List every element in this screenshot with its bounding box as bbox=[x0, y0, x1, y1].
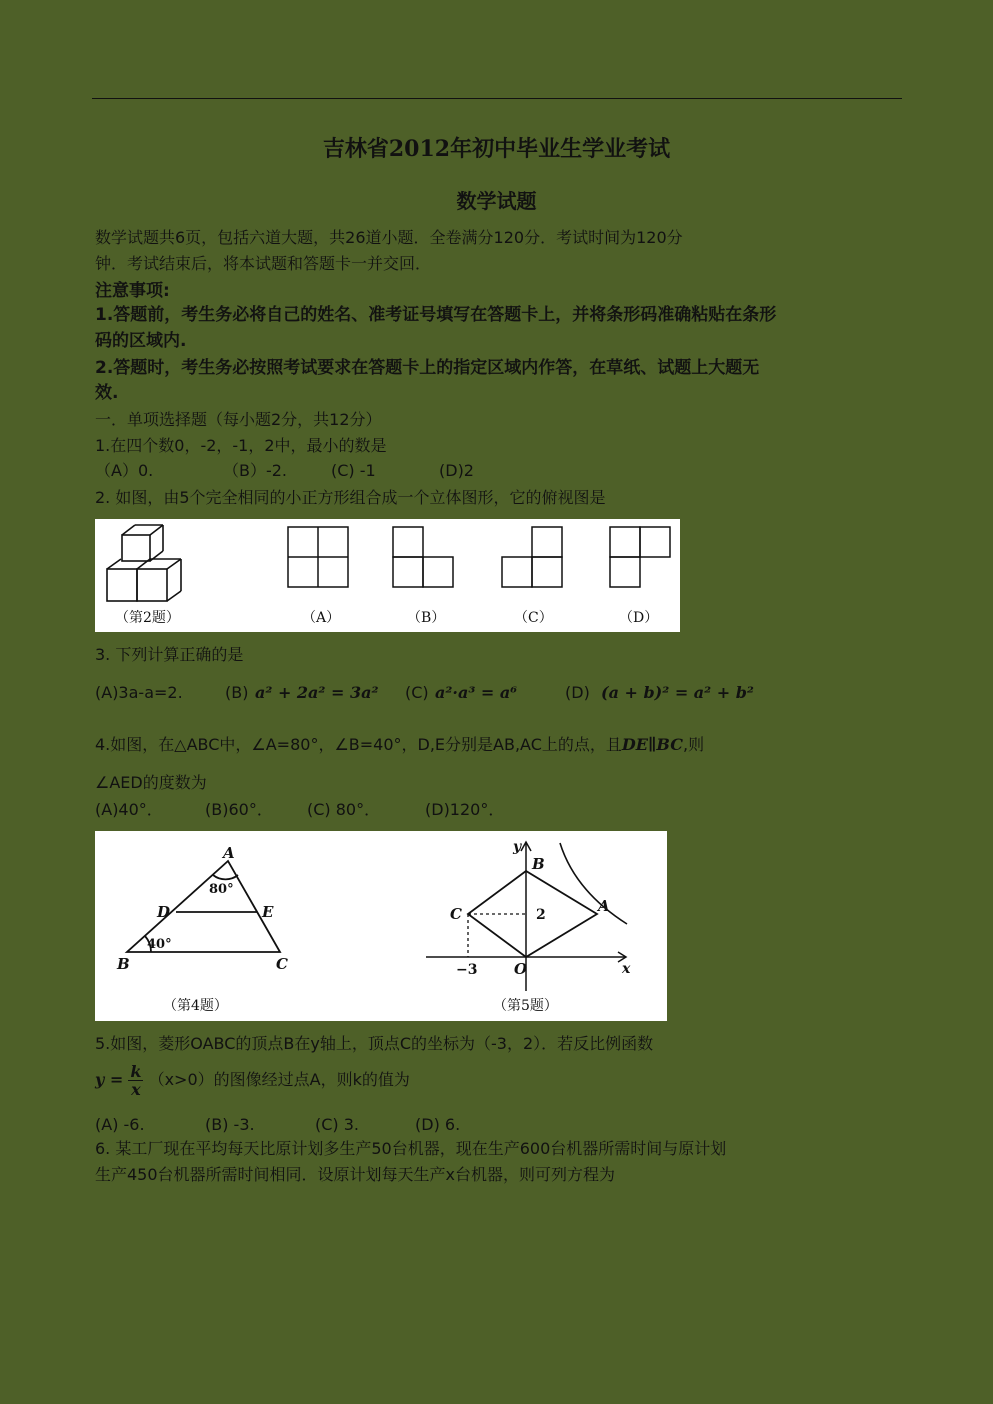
fig4-label-b: B bbox=[117, 955, 130, 973]
q3-stem: 3. 下列计算正确的是 bbox=[95, 645, 244, 664]
q2-figure bbox=[95, 519, 680, 632]
fig5-label-a: A bbox=[598, 897, 610, 915]
q5-line-2-text: （x>0）的图像经过点A，则k的值为 bbox=[148, 1070, 410, 1089]
section-1-heading: 一．单项选择题（每小题2分，共12分） bbox=[95, 410, 382, 429]
fig5-caption: （第5题） bbox=[493, 998, 558, 1014]
q3-option-c-label: (C) bbox=[405, 683, 429, 702]
fig5-label-x: x bbox=[622, 961, 631, 977]
q5-option-c: (C) 3. bbox=[315, 1115, 360, 1134]
q3-option-b-label: (B) bbox=[225, 683, 249, 702]
q5-options bbox=[95, 1112, 905, 1138]
fig4-angle-b: 40° bbox=[147, 937, 172, 952]
fig4-label-c: C bbox=[276, 955, 288, 973]
notice-item-1-line-2: 码的区域内. bbox=[95, 331, 187, 351]
q4-stem-post: ,则 bbox=[682, 735, 705, 754]
q4-stem-pre: 4.如图，在△ABC中，∠A=80°，∠B=40°，D,E分别是AB,AC上的点，且 bbox=[95, 735, 622, 754]
notice-item-2-line-1: 2.答题时，考生务必按照考试要求在答题卡上的指定区域内作答，在草纸、试题上大题无 bbox=[95, 358, 760, 378]
q2-label-d: （D） bbox=[619, 610, 659, 626]
notice-item-1-line-1: 1.答题前，考生务必将自己的姓名、准考证号填写在答题卡上，并将条形码准确粘贴在条形 bbox=[95, 305, 777, 325]
fig4-caption: （第4题） bbox=[163, 998, 228, 1014]
q4-q5-figures bbox=[95, 831, 667, 1021]
notice-heading: 注意事项: bbox=[95, 281, 170, 301]
q2-stem: 2. 如图，由5个完全相同的小正方形组合成一个立体图形，它的俯视图是 bbox=[95, 488, 606, 507]
exam-title: 吉林省2012年初中毕业生学业考试 bbox=[322, 136, 671, 162]
fig5-label-c: C bbox=[450, 905, 462, 923]
fig5-tick-2: 2 bbox=[536, 907, 546, 923]
q5-fraction bbox=[128, 1063, 143, 1098]
q5-option-d: (D) 6. bbox=[415, 1115, 461, 1134]
q5-option-a: (A) -6. bbox=[95, 1115, 145, 1134]
q1-option-a: （A）0. bbox=[95, 461, 154, 480]
notice-item-2-line-2: 效. bbox=[95, 383, 119, 403]
q3-option-b-expression: a² + 2a² = 3a² bbox=[255, 683, 379, 702]
q2-top-view-b bbox=[393, 527, 453, 587]
q3-option-d-label: (D) bbox=[565, 683, 590, 702]
q3-options bbox=[95, 680, 905, 706]
q3-option-a: (A)3a-a=2. bbox=[95, 683, 183, 702]
q2-figure-caption: （第2题） bbox=[115, 610, 180, 626]
q5-line-1: 5.如图，菱形OABC的顶点B在y轴上，顶点C的坐标为（-3，2）．若反比例函数 bbox=[95, 1034, 654, 1053]
q5-option-b: (B) -3. bbox=[205, 1115, 255, 1134]
intro-line-2: 钟．考试结束后，将本试题和答题卡一并交回． bbox=[95, 254, 432, 273]
q1-options bbox=[95, 458, 905, 484]
q3-option-c-expression: a²·a³ = a⁶ bbox=[435, 683, 518, 702]
fig4-label-a: A bbox=[223, 844, 235, 862]
q2-top-view-c bbox=[502, 527, 562, 587]
q4-options bbox=[95, 797, 905, 823]
q5-function-lhs: y = bbox=[95, 1070, 124, 1089]
q2-label-c: （C） bbox=[514, 610, 553, 626]
q2-label-b: （B） bbox=[407, 610, 446, 626]
q1-option-d: (D)2 bbox=[439, 461, 474, 480]
fig5-label-b: B bbox=[532, 855, 545, 873]
q4-stem-line-2: ∠AED的度数为 bbox=[95, 773, 207, 792]
q5-line-2 bbox=[95, 1062, 905, 1098]
q6-line-1: 6. 某工厂现在平均每天比原计划多生产50台机器，现在生产600台机器所需时间与原计划 bbox=[95, 1139, 727, 1158]
q4-option-a: (A)40°． bbox=[95, 800, 163, 819]
q2-figure-svg bbox=[95, 519, 680, 632]
fig5-label-y: y bbox=[513, 839, 522, 855]
q6-line-2: 生产450台机器所需时间相同．设原计划每天生产x台机器，则可列方程为 bbox=[95, 1165, 616, 1184]
q4-option-b: (B)60°． bbox=[205, 800, 273, 819]
q1-stem: 1.在四个数0，-2，-1，2中，最小的数是 bbox=[95, 436, 387, 455]
intro-line-1: 数学试题共6页，包括六道大题，共26道小题．全卷满分120分．考试时间为120分 bbox=[95, 228, 683, 247]
q2-label-a: （A） bbox=[302, 610, 341, 626]
q4-stem bbox=[95, 732, 905, 758]
q5-fraction-denominator: x bbox=[131, 1080, 141, 1099]
top-rule bbox=[92, 98, 902, 99]
q5-fraction-numerator: k bbox=[130, 1062, 142, 1081]
fig4-label-e: E bbox=[262, 903, 274, 921]
q2-top-view-a bbox=[288, 527, 348, 587]
q4-option-d: (D)120°． bbox=[425, 800, 505, 819]
exam-subtitle: 数学试题 bbox=[456, 189, 537, 213]
q2-cube-solid bbox=[107, 525, 181, 601]
q3-option-d-expression: (a + b)² = a² + b² bbox=[601, 683, 754, 702]
fig4-label-d: D bbox=[157, 903, 171, 921]
q1-option-b: （B）-2. bbox=[223, 461, 288, 480]
fig4-angle-a: 80° bbox=[209, 882, 234, 897]
q4-option-c: (C) 80°． bbox=[307, 800, 381, 819]
fig5-tick-neg3: −3 bbox=[456, 962, 478, 978]
q4-stem-math: DE∥BC bbox=[621, 735, 683, 754]
q2-top-view-d bbox=[610, 527, 670, 587]
q1-option-c: (C) -1 bbox=[331, 461, 376, 480]
fig5-label-o: O bbox=[514, 960, 528, 978]
q4-q5-figures-svg bbox=[95, 831, 667, 1021]
